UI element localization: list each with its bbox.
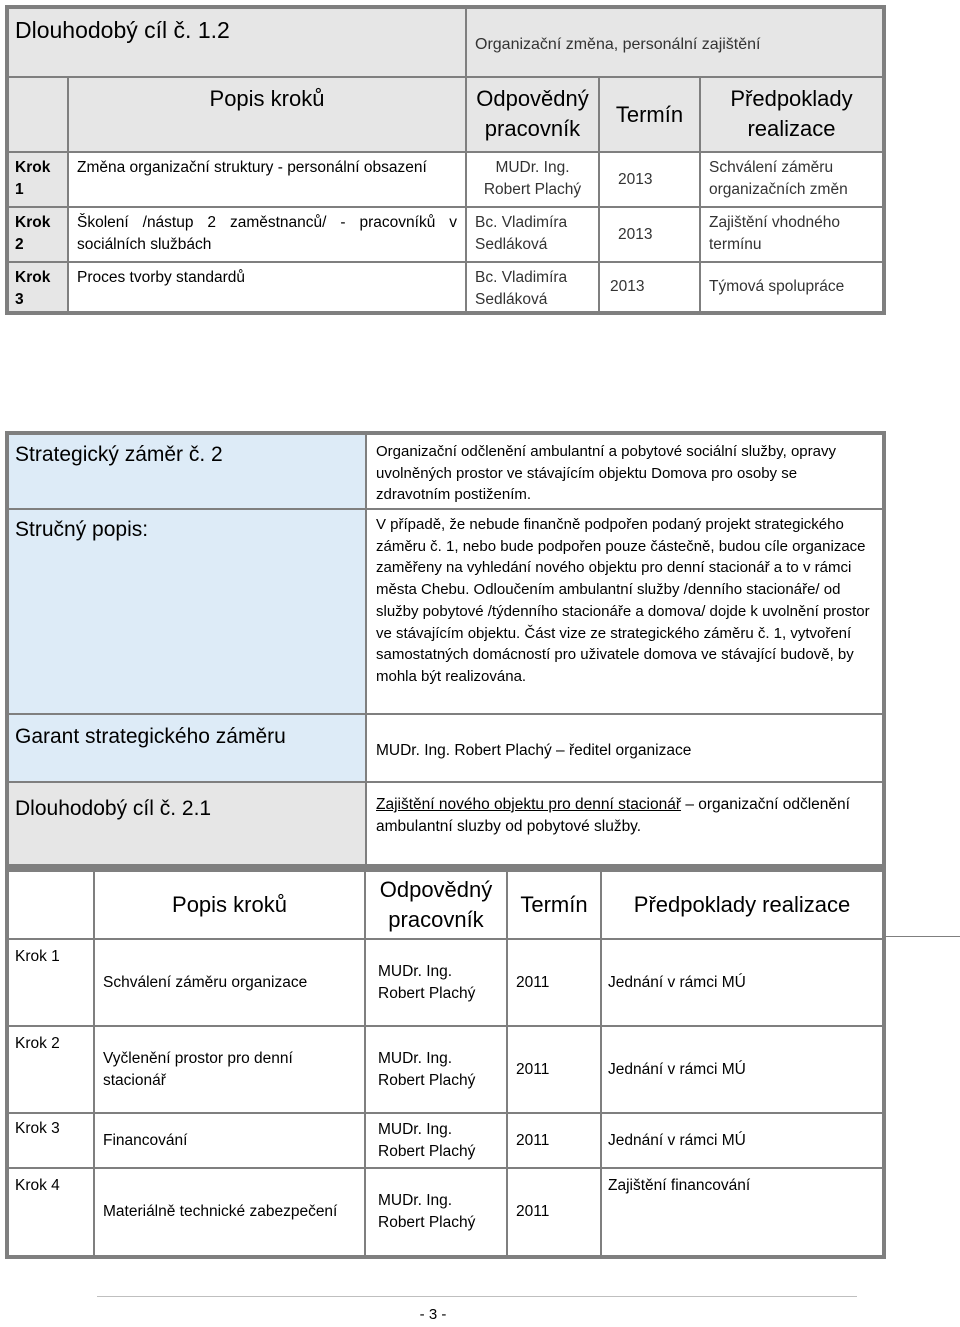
strategy2-table	[5, 431, 886, 868]
strategy2-goal-text-cell	[366, 782, 883, 865]
goal1-subtitle: Organizační změna, personální zajištění	[475, 36, 761, 53]
goal2-row3-description: Financování	[94, 1113, 365, 1168]
goal2-table	[5, 868, 886, 1259]
goal1-row3-prerequisite: Týmová spolupráce	[700, 262, 883, 312]
goal2-row2-deadline: 2011	[507, 1026, 601, 1113]
strategy2-description-text-cell: V případě, že nebude finančně podpořen podaný projekt strategického záměru č. 1, nebo bude podpořen pouze částečně, budou cíle organizace zaměřeny na vyhledání nového objektu pro denní stacionář a to v rámci města Chebu. Odloučením ambulantní služby /denního stacionáře/ od služby pobytové /týdenního stacionáře a domova/ dojde k uvolnění prostor ve stávajícím objektu. Část vize ze strategického záměru č. 1, vytvoření samostatných domácností pro uživatele domova ve stávající budově, by mohla být realizována.	[366, 509, 883, 714]
goal2-row3-deadline: 2011	[507, 1113, 601, 1168]
goal2-row4-prerequisite: Zajištění financování	[601, 1168, 883, 1256]
goal2-row2-responsible: MUDr. Ing. Robert Plachý	[365, 1026, 507, 1113]
goal1-header-step-blank	[8, 77, 68, 152]
goal1-row2-description: Školení /nástup 2 zaměstnanců/ - pracovníků v sociálních službách	[68, 207, 466, 262]
page-number: - 3 -	[419, 1306, 447, 1323]
goal2-row2-prerequisite: Jednání v rámci MÚ	[601, 1026, 883, 1113]
footer-divider	[97, 1296, 857, 1297]
goal2-row3-step: Krok 3	[8, 1113, 94, 1168]
goal2-row3-responsible: MUDr. Ing. Robert Plachý	[365, 1113, 507, 1168]
goal1-title: Dlouhodobý cíl č. 1.2	[15, 17, 230, 43]
goal1-header-deadline: Termín	[599, 77, 700, 152]
strategy2-guarantor-label-cell	[8, 714, 366, 782]
goal1-header-steps: Popis kroků	[68, 77, 466, 152]
goal2-header-step-blank	[8, 871, 94, 939]
strategy2-goal-text	[376, 794, 874, 838]
goal2-row1-step: Krok 1	[8, 939, 94, 1026]
table2-edge-line	[886, 936, 960, 937]
strategy2-guarantor-text-cell: MUDr. Ing. Robert Plachý – ředitel organizace	[366, 714, 883, 782]
goal1-row2-responsible: Bc. Vladimíra Sedláková	[466, 207, 599, 262]
goal1-subtitle-cell	[466, 8, 883, 77]
goal1-row3-step: Krok 3	[8, 262, 68, 312]
strategy2-title-label: Strategický záměr č. 2	[15, 443, 223, 466]
goal1-row1-description: Změna organizační struktury - personální obsazení	[68, 152, 466, 207]
goal2-header-prerequisites: Předpoklady realizace	[601, 871, 883, 939]
goal1-row3-responsible: Bc. Vladimíra Sedláková	[466, 262, 599, 312]
goal2-row4-deadline: 2011	[507, 1168, 601, 1256]
goal1-row1-prerequisite: Schválení záměru organizačních změn	[700, 152, 883, 207]
goal2-row4-step: Krok 4	[8, 1168, 94, 1256]
goal2-header-deadline: Termín	[507, 871, 601, 939]
strategy2-title-text-cell: Organizační odčlenění ambulantní a pobytové sociální služby, opravy uvolněných prostor ve stávajícím objektu Domova pro osoby se zdravotním postižením.	[366, 434, 883, 509]
goal2-row1-description: Schválení záměru organizace	[94, 939, 365, 1026]
strategy2-description-label: Stručný popis:	[15, 518, 149, 541]
goal1-row1-step: Krok 1	[8, 152, 68, 207]
strategy2-guarantor-label: Garant strategického záměru	[15, 725, 286, 748]
goal1-title-cell	[8, 8, 466, 77]
strategy2-title-label-cell	[8, 434, 366, 509]
goal2-row3-prerequisite: Jednání v rámci MÚ	[601, 1113, 883, 1168]
goal1-row1-deadline: 2013	[599, 152, 700, 207]
goal2-row2-step: Krok 2	[8, 1026, 94, 1113]
goal1-row2-step: Krok 2	[8, 207, 68, 262]
goal2-row4-responsible: MUDr. Ing. Robert Plachý	[365, 1168, 507, 1256]
strategy2-goal-text-underlined: Zajištění nového objektu pro denní stacionář	[376, 796, 682, 813]
goal1-table	[5, 5, 886, 315]
goal1-row2-prerequisite: Zajištění vhodného termínu	[700, 207, 883, 262]
goal1-header-prerequisites: Předpoklady realizace	[700, 77, 883, 152]
strategy2-goal-text-rest: – organizační odčlenění ambulantní sluzby od pobytové služby.	[376, 796, 850, 835]
strategy2-goal-label-cell	[8, 782, 366, 865]
strategy2-description-label-cell	[8, 509, 366, 714]
strategy2-goal-label: Dlouhodobý cíl č. 2.1	[15, 797, 212, 820]
goal1-row2-deadline: 2013	[599, 207, 700, 262]
goal2-header-steps: Popis kroků	[94, 871, 365, 939]
goal2-row2-description: Vyčlenění prostor pro denní stacionář	[94, 1026, 365, 1113]
goal1-header-responsible: Odpovědný pracovník	[466, 77, 599, 152]
goal1-row3-description: Proces tvorby standardů	[68, 262, 466, 312]
goal2-row4-description: Materiálně technické zabezpečení	[94, 1168, 365, 1256]
goal2-row1-responsible: MUDr. Ing. Robert Plachý	[365, 939, 507, 1026]
goal1-row1-responsible: MUDr. Ing. Robert Plachý	[466, 152, 599, 207]
goal1-row3-deadline: 2013	[599, 262, 700, 312]
goal2-row1-deadline: 2011	[507, 939, 601, 1026]
goal2-header-responsible: Odpovědný pracovník	[365, 871, 507, 939]
goal2-row1-prerequisite: Jednání v rámci MÚ	[601, 939, 883, 1026]
